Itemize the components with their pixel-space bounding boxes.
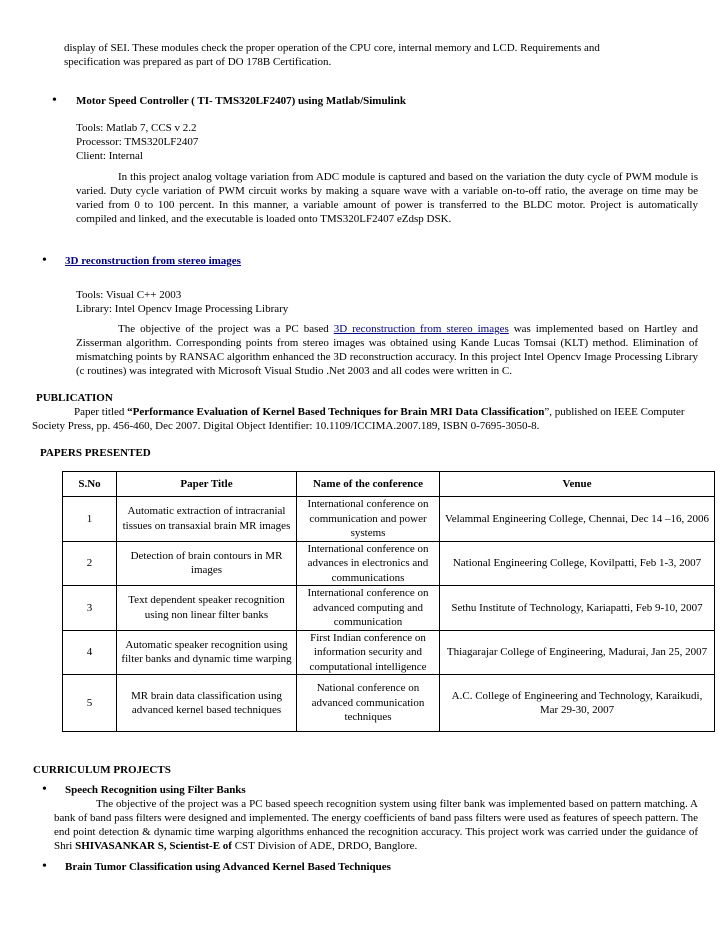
publication-prefix: Paper titled: [74, 406, 128, 418]
cell-title: MR brain data classification using advanced kernel based techniques: [117, 675, 297, 732]
stereo-project-description: [76, 322, 698, 378]
speech-desc-suffix: CST Division of ADE, DRDO, Banglore.: [231, 840, 418, 852]
cell-conference: First Indian conference on information security and computational intelligence: [297, 630, 440, 675]
stereo-desc-suffix: was implemented based on Hartley and Zisserman algorithm. Corresponding points from stereo images was obtained using Kande Lucas Tomsai (KLT) method. Elimination of mismatching points by RANSAC algorithm enhanced the 3D reconstruction accuracy. In this project Intel Opencv Image Processing Library (c routines) was integrated with Microsoft Visual Studio .Net 2003 and all codes were written in C.: [76, 323, 698, 377]
table-row: [63, 497, 715, 542]
cell-title: Automatic extraction of intracranial tissues on transaxial brain MR images: [117, 497, 297, 542]
table-row: [63, 541, 715, 586]
cell-venue: National Engineering College, Kovilpatti, Feb 1-3, 2007: [440, 541, 715, 586]
cell-conference: National conference on advanced communication techniques: [297, 675, 440, 732]
cell-sno: 3: [63, 586, 117, 631]
motor-client: Client: Internal: [76, 150, 143, 162]
motor-project-meta: [76, 121, 198, 163]
cell-venue: A.C. College of Engineering and Technology, Karaikudi, Mar 29-30, 2007: [440, 675, 715, 732]
cell-venue: Thiagarajar College of Engineering, Madurai, Jan 25, 2007: [440, 630, 715, 675]
stereo-desc-prefix: The objective of the project was a PC based: [118, 323, 334, 335]
speech-project-title: Speech Recognition using Filter Banks: [65, 784, 246, 796]
motor-tools: Tools: Matlab 7, CCS v 2.2: [76, 122, 197, 134]
cell-venue: Sethu Institute of Technology, Kariapatti, Feb 9-10, 2007: [440, 586, 715, 631]
table-row: [63, 675, 715, 732]
curriculum-heading: CURRICULUM PROJECTS: [33, 764, 171, 776]
table-header-row: [63, 472, 715, 497]
motor-processor: Processor: TMS320LF2407: [76, 136, 199, 148]
intro-line-1: display of SEI. These modules check the proper operation of the CPU core, internal memory and LCD. Requirements and: [64, 42, 600, 54]
cell-title: Text dependent speaker recognition using non linear filter banks: [117, 586, 297, 631]
bullet-icon: •: [52, 93, 57, 108]
brain-project-title: Brain Tumor Classification using Advanced Kernel Based Techniques: [65, 861, 391, 873]
col-header-conference: Name of the conference: [297, 472, 440, 497]
papers-table: [62, 471, 715, 732]
motor-project-title: Motor Speed Controller ( TI- TMS320LF2407) using Matlab/Simulink: [76, 95, 406, 107]
table-row: [63, 586, 715, 631]
intro-paragraph: [64, 41, 704, 69]
cell-sno: 5: [63, 675, 117, 732]
cell-title: Automatic speaker recognition using filter banks and dynamic time warping: [117, 630, 297, 675]
col-header-title: Paper Title: [117, 472, 297, 497]
papers-heading: PAPERS PRESENTED: [40, 447, 151, 459]
stereo-desc-link[interactable]: 3D reconstruction from stereo images: [333, 323, 509, 335]
speech-guide: SHIVASANKAR S, Scientist-E of: [75, 840, 232, 852]
cell-conference: International conference on communication and power systems: [297, 497, 440, 542]
speech-desc-prefix: The objective of the project was a PC based speech recognition system using filter bank was implemented based on pattern matching. A bank of band pass filters were designed and implemented. The energy coefficients of band pass filters were used as features of speech pattern. The end point detection & dynamic time warping algorithms enhanced the recognition accuracy. This project work was carried under the guidance of Shri: [54, 798, 698, 852]
table-row: [63, 630, 715, 675]
stereo-tools: Tools: Visual C++ 2003: [76, 289, 182, 301]
cell-conference: International conference on advanced computing and communication: [297, 586, 440, 631]
bullet-icon: •: [42, 859, 47, 874]
speech-project-description: [54, 797, 698, 853]
cell-title: Detection of brain contours in MR images: [117, 541, 297, 586]
cell-venue: Velammal Engineering College, Chennai, Dec 14 –16, 2006: [440, 497, 715, 542]
col-header-sno: S.No: [63, 472, 117, 497]
stereo-library: Library: Intel Opencv Image Processing Library: [76, 303, 289, 315]
cell-sno: 4: [63, 630, 117, 675]
publication-title: “Performance Evaluation of Kernel Based Techniques for Brain MRI Data Classification: [127, 406, 545, 418]
bullet-icon: •: [42, 782, 47, 797]
cell-sno: 2: [63, 541, 117, 586]
bullet-icon: •: [42, 253, 47, 268]
publication-suffix: ”, published on IEEE Computer Society Press, pp. 456-460, Dec 2007. Digital Object Identifier: 10.1109/ICCIMA.2007.189, ISBN 0-7695-3050-8.: [32, 406, 685, 432]
stereo-project-meta: [76, 288, 288, 316]
stereo-project-link[interactable]: 3D reconstruction from stereo images: [65, 255, 241, 267]
intro-line-2: specification was prepared as part of DO 178B Certification.: [64, 56, 332, 68]
stereo-project-title[interactable]: [65, 254, 241, 268]
col-header-venue: Venue: [440, 472, 715, 497]
cell-conference: International conference on advances in electronics and communications: [297, 541, 440, 586]
publication-heading: PUBLICATION: [36, 392, 113, 404]
cell-sno: 1: [63, 497, 117, 542]
motor-project-description: In this project analog voltage variation from ADC module is captured and based on the variation the duty cycle of PWM module is varied. Duty cycle variation of PWM circuit works by making a square wave with a variable on-to-off ratio, the average on time may be varied from 0 to 100 percent. In this manner, a variable amount of power is transferred to the BLDC motor. Project is automatically compiled and linked, and the executable is loaded onto TMS320LF2407 eZdsp DSK.: [76, 171, 698, 225]
publication-text: [32, 405, 712, 433]
